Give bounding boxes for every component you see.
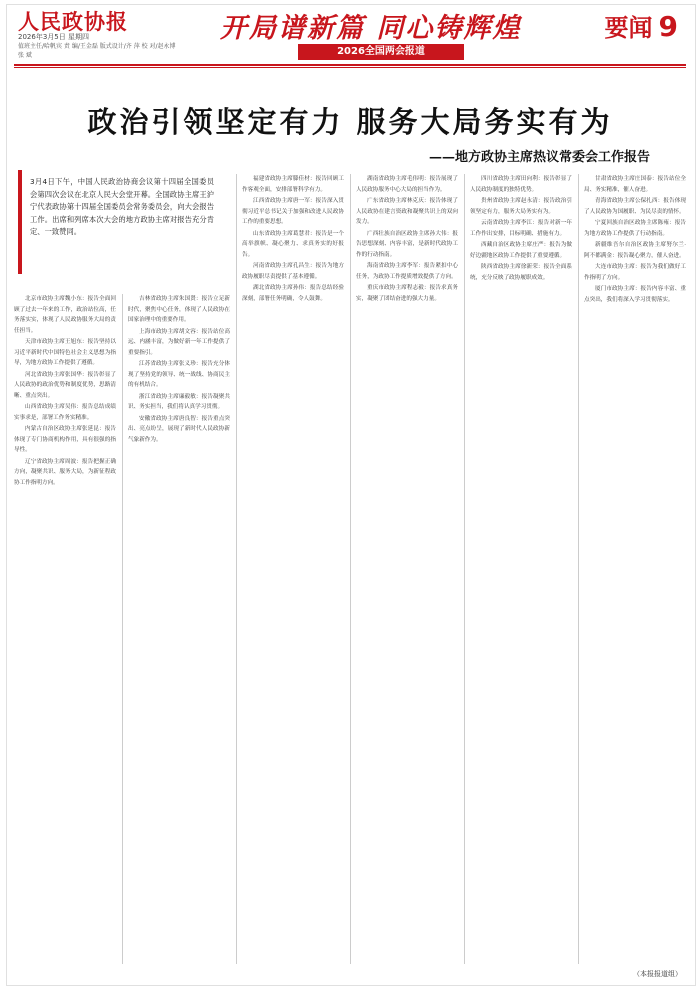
article-paragraph: 西藏自治区政协主席庄严：报告为做好边疆地区政协工作提供了重要遵循。 [470,242,572,259]
article-paragraph: 北京市政协主席魏小东：报告全面回顾了过去一年来的工作，政治站位高，任务落实实，体现了人民政协服务大局的责任担当。 [14,296,116,334]
article-paragraph: 贵州省政协主席赵永清：报告政治引领坚定有力，服务大局务实有为。 [470,198,572,215]
column-divider [464,174,465,964]
lead-box [18,170,218,282]
article-paragraph: 广西壮族自治区政协主席孙大伟：报告思想深刻、内容丰富，是新时代政协工作的行动指南。 [356,230,458,258]
footer-credit: （本报报道组） [633,970,682,978]
page-number: 9 [658,10,678,43]
article-paragraph: 福建省政协主席滕佳材：报告回顾工作客观全面，安排部署科学有力。 [242,176,344,193]
article-column [128,294,230,964]
article-paragraph: 宁夏回族自治区政协主席陈雍：报告为地方政协工作提供了行动指南。 [584,220,686,237]
article-paragraph: 新疆维吾尔自治区政协主席努尔兰·阿不都满金：报告凝心聚力，催人奋进。 [584,242,686,259]
issue-date: 2026年3月5日 星期四 [18,33,89,41]
masthead-rule-thin [14,67,686,68]
article-column [470,174,572,964]
article-paragraph: 河北省政协主席张国华：报告彰显了人民政协的政治优势和制度优势，思路清晰、重点突出。 [14,371,116,399]
column-divider [350,174,351,964]
article-paragraph: 江苏省政协主席张义珍：报告充分体现了坚持党的领导、统一战线、协商民主的有机结合。 [128,361,230,388]
masthead-rule [14,64,686,66]
article-column [584,174,686,964]
article-paragraph: 青海省政协主席公保扎西：报告体现了人民政协为国履职、为民尽责的情怀。 [584,198,686,215]
article-paragraph: 大连市政协主席：报告为我们做好工作指明了方向。 [584,264,686,281]
lead-accent-bar [18,170,22,274]
column-divider [578,174,579,964]
article-paragraph: 吉林省政协主席朱国贤：报告立足新时代，聚焦中心任务，体现了人民政协在国家治理中的重要作用。 [128,296,230,323]
article-paragraph: 湖北省政协主席孙伟：报告总结经验深刻，部署任务明确，令人鼓舞。 [242,285,344,302]
article-paragraph: 湖南省政协主席毛伟明：报告展现了人民政协服务中心大局的担当作为。 [356,176,458,193]
article-paragraph: 海南省政协主席李军：报告紧扣中心任务，为政协工作提质增效提供了方向。 [356,263,458,280]
article-column [14,294,116,964]
article-paragraph: 山西省政协主席吴伟：报告总结成绩实事求是，部署工作务实精准。 [14,404,116,421]
staff-credits: 值班主任/哈帆宾 责 编/王金磊 版式设计/齐 萍 校 对/赵永博 张 斌 [18,43,176,59]
article-column [356,174,458,964]
article-column [242,174,344,964]
article-subhead: ——地方政协主席热议常委会工作报告 [428,150,650,165]
masthead [0,0,700,72]
article-paragraph: 河南省政协主席孔昌生：报告为地方政协履职尽责提供了基本遵循。 [242,263,344,280]
article-body [14,174,686,964]
article-paragraph: 上海市政协主席胡文容：报告站位高远、内涵丰富，为做好新一年工作提供了重要指引。 [128,328,230,356]
article-paragraph: 江西省政协主席唐一军：报告深入贯彻习近平总书记关于加强和改进人民政协工作的重要思想。 [242,198,344,225]
lead-paragraph: 3月4日下午，中国人民政治协商会议第十四届全国委员会第四次会议在北京人民大会堂开幕。全国政协主席王沪宁代表政协第十四届全国委员会常务委员会，向大会报告工作。出席和列席本次大会的地方政协主席对报告充分肯定、一致赞同。 [30,177,214,236]
article-paragraph: 厦门市政协主席：报告内容丰富、重点突出，我们将深入学习贯彻落实。 [584,286,686,303]
article-paragraph: 广东省政协主席林克庆：报告体现了人民政协在建言资政和凝聚共识上的双向发力。 [356,198,458,225]
column-divider [122,294,123,964]
report-banner: 2026全国两会报道 [298,44,464,60]
article-paragraph: 云南省政协主席李江：报告对新一年工作作出安排，目标明确、措施有力。 [470,220,572,237]
article-paragraph: 四川省政协主席田向利：报告彰显了人民政协制度的独特优势。 [470,176,572,193]
article-paragraph: 山东省政协主席葛慧君：报告是一个高举旗帜、凝心聚力、求真务实的好报告。 [242,230,344,258]
article-paragraph: 天津市政协主席王旭东：报告坚持以习近平新时代中国特色社会主义思想为指导，为地方政协工作提供了遵循。 [14,339,116,366]
article-paragraph: 重庆市政协主席程志毅：报告求真务实，凝聚了团结奋进的强大力量。 [356,285,458,302]
article-headline: 政治引领坚定有力 服务大局务实有为 [87,105,613,139]
slogan-banner: 开局谱新篇 同心铸辉煌 [220,13,522,44]
section-label [605,8,678,43]
column-divider [236,174,237,964]
section-name: 要闻 [604,14,653,42]
article-paragraph: 辽宁省政协主席周波：报告把握正确方向，凝聚共识、服务大局，为新征程政协工作指明方向。 [14,458,116,486]
article-paragraph: 陕西省政协主席徐新荣：报告全面系统，充分反映了政协履职成效。 [470,264,572,281]
article-paragraph: 浙江省政协主席廉毅敏：报告凝聚共识、务实担当，我们将认真学习贯彻。 [128,393,230,410]
newspaper-logo: 人民政协报 [18,9,128,34]
article-paragraph: 内蒙古自治区政协主席张延昆：报告体现了专门协商机构作用，具有很强的指导性。 [14,426,116,453]
article-paragraph: 安徽省政协主席唐良智：报告重点突出、亮点纷呈，展现了新时代人民政协新气象新作为。 [128,415,230,443]
article-paragraph: 甘肃省政协主席庄国泰：报告站位全局、务实精准，催人奋进。 [584,176,686,193]
